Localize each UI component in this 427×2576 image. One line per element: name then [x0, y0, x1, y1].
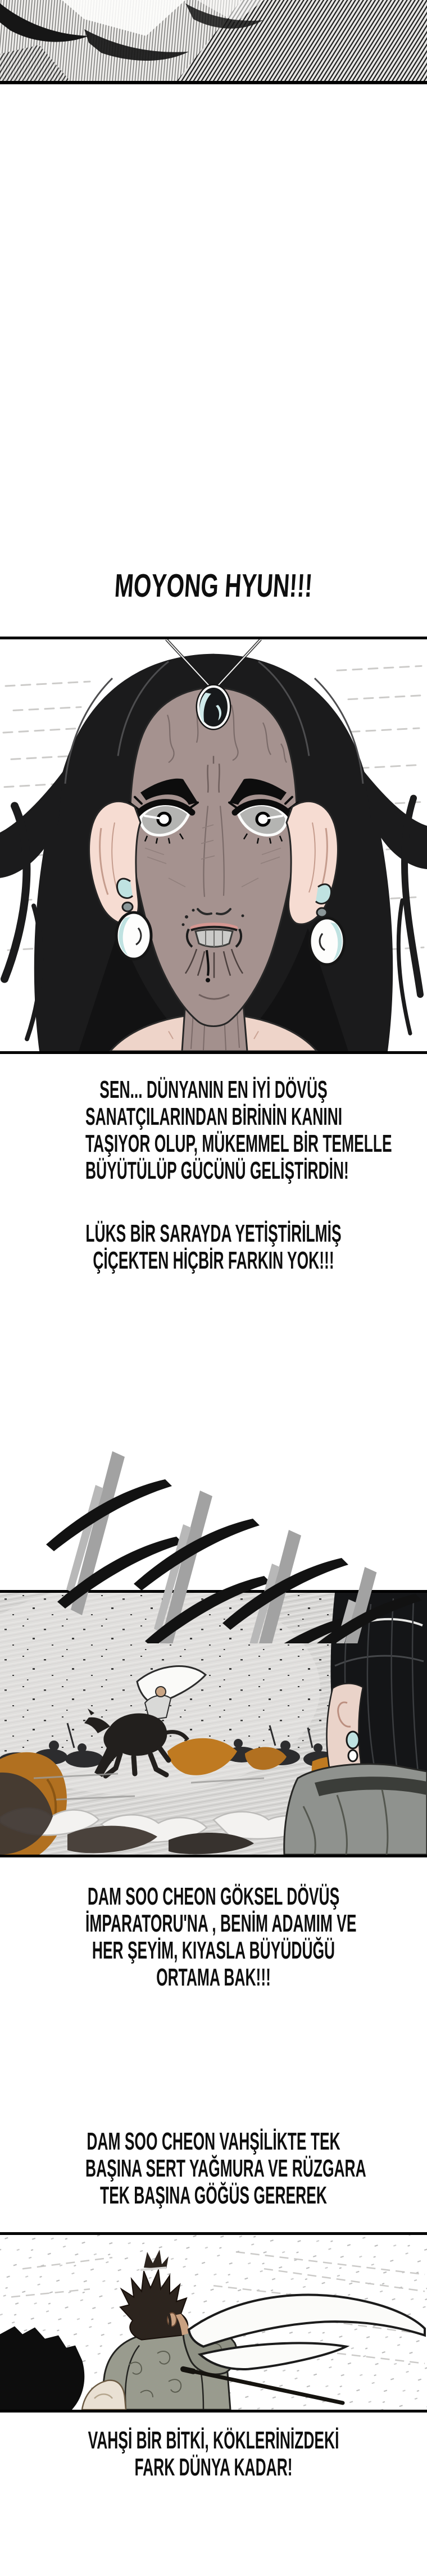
slash-effect — [0, 1441, 427, 1643]
wind-warrior-art — [0, 2235, 427, 2410]
narration-line: FARK DÜNYA KADAR! — [134, 2454, 293, 2481]
narration-block-4 — [0, 2128, 427, 2209]
panel-face-closeup — [0, 637, 427, 1054]
narration-block-5 — [0, 2427, 427, 2481]
shout-line: MOYONG HYUN!!! — [113, 567, 314, 604]
narration-line: İMPARATORU'NA , BENİM ADAMIM VE — [85, 1910, 357, 1937]
narration-line: VAHŞİ BİR BİTKİ, KÖKLERİNİZDEKİ — [88, 2427, 339, 2454]
shout-text — [0, 566, 427, 606]
narration-line: DAM SOO CHEON GÖKSEL DÖVÜŞ — [87, 1883, 340, 1910]
narration-line: ÇİÇEKTEN HİÇBİR FARKIN YOK!!! — [93, 1247, 334, 1274]
narration-line: DAM SOO CHEON VAHŞİLİKTE TEK — [87, 2128, 340, 2155]
panel-speed-hatch — [0, 0, 427, 84]
narration-block-1 — [0, 1076, 427, 1184]
speed-hatch-art — [0, 0, 427, 84]
narration-block-2 — [0, 1220, 427, 1274]
watcher-earring — [347, 1732, 359, 1748]
narration-line: SEN... DÜNYANIN EN İYİ DÖVÜŞ — [99, 1076, 328, 1103]
narration-line: TAŞIYOR OLUP, MÜKEMMEL BİR TEMELLE — [85, 1130, 392, 1157]
narration-line: SANATÇILARINDAN BİRİNİN KANINI — [85, 1103, 343, 1130]
face-closeup-art — [0, 639, 427, 1051]
narration-line: TEK BAŞINA GÖĞÜS GEREREK — [100, 2182, 327, 2209]
narration-line: ORTAMA BAK!!! — [156, 1964, 271, 1991]
narration-line: BÜYÜTÜLÜP GÜCÜNÜ GELİŞTİRDİN! — [85, 1157, 349, 1184]
narration-line: LÜKS BİR SARAYDA YETİŞTİRİLMİŞ — [85, 1220, 342, 1247]
narration-block-3 — [0, 1883, 427, 1991]
narration-line: HER ŞEYİM, KIYASLA BÜYÜDÜĞÜ — [92, 1937, 335, 1964]
panel-wind-warrior — [0, 2232, 427, 2413]
narration-line: BAŞINA SERT YAĞMURA VE RÜZGARA — [85, 2155, 366, 2182]
